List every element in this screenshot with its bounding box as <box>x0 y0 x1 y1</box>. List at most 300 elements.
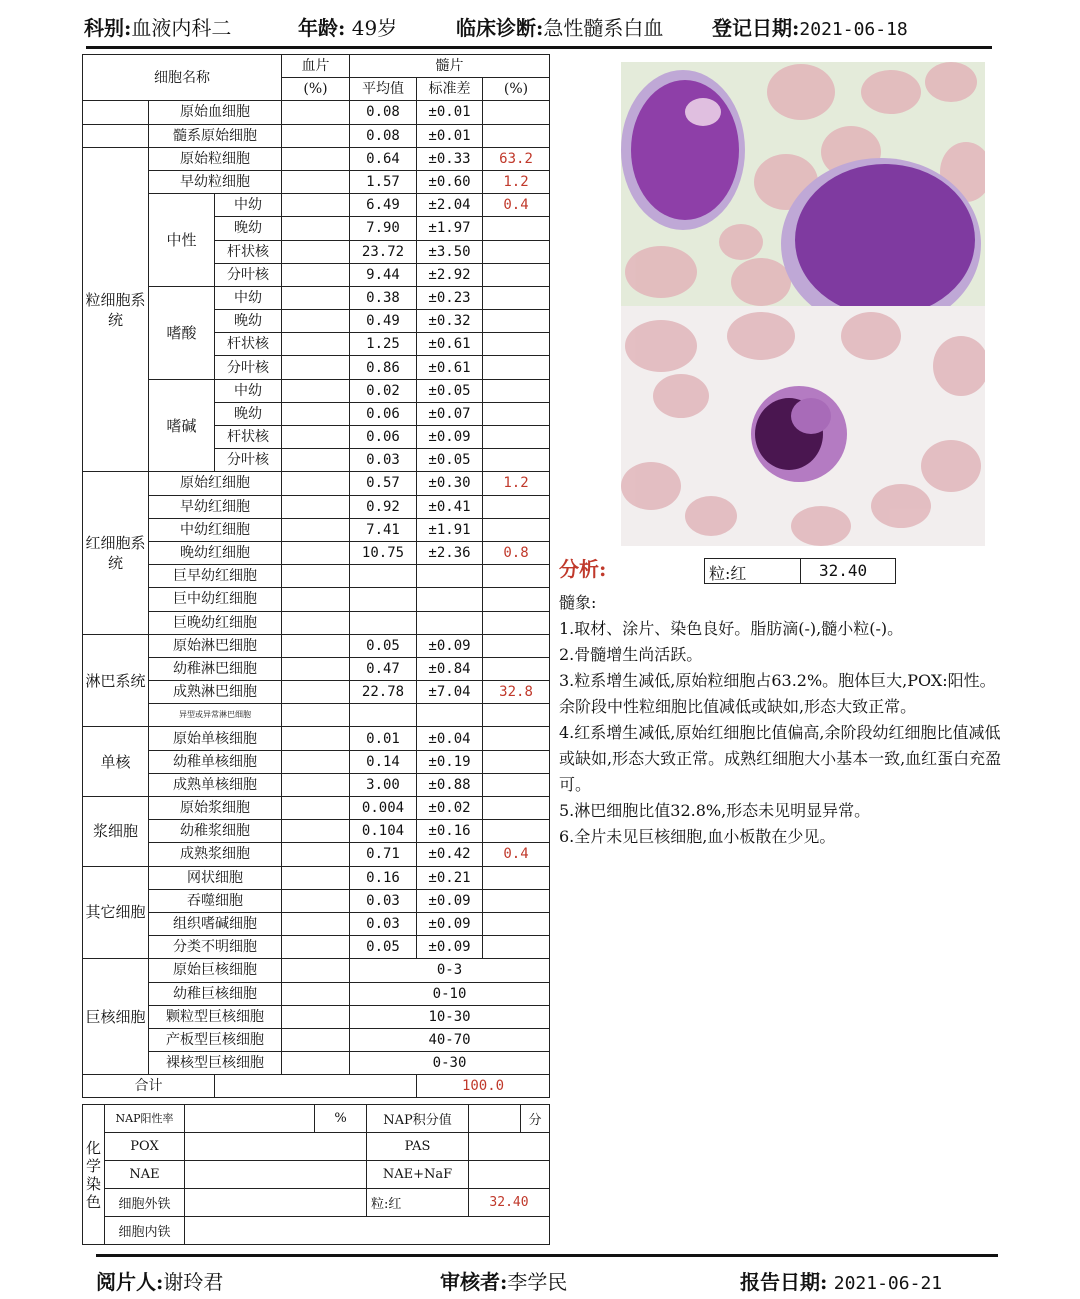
blood-value <box>282 217 350 240</box>
marrow-pct: 0.8 <box>483 541 550 564</box>
table-row <box>83 866 550 889</box>
table-row <box>83 495 550 518</box>
footer-divider <box>96 1254 998 1257</box>
cell-count-table <box>82 54 550 1098</box>
sd-value: ±0.23 <box>417 286 483 309</box>
nae-value <box>185 1161 367 1189</box>
sd-value: ±0.21 <box>417 866 483 889</box>
table-row <box>83 286 550 309</box>
sd-value: ±0.07 <box>417 402 483 425</box>
mean-value: 10.75 <box>350 541 417 564</box>
table-row <box>83 797 550 820</box>
sd-value: ±2.04 <box>417 194 483 217</box>
blood-value <box>282 286 350 309</box>
blood-value <box>282 170 350 193</box>
analysis-section: 髓象: <box>559 593 597 612</box>
micrograph-bottom-svg <box>621 306 985 546</box>
blood-value <box>282 866 350 889</box>
sd-value: ±2.92 <box>417 263 483 286</box>
mean-value: 0.47 <box>350 657 417 680</box>
reference-range: 0-3 <box>350 959 550 982</box>
sd-value: ±0.30 <box>417 472 483 495</box>
marrow-pct <box>483 889 550 912</box>
blood-value <box>282 333 350 356</box>
table-row <box>83 657 550 680</box>
cell-name: 巨晚幼红细胞 <box>149 611 282 634</box>
analysis-item: 2.骨髓增生尚活跃。 <box>559 645 703 664</box>
cell-name: 幼稚巨核细胞 <box>149 982 282 1005</box>
table-row <box>83 518 550 541</box>
group-label: 中性 <box>149 194 215 287</box>
reference-range: 0-30 <box>350 1052 550 1075</box>
pox-label: POX <box>105 1133 185 1161</box>
sd-value: ±7.04 <box>417 681 483 704</box>
total-value: 100.0 <box>417 1075 550 1098</box>
cell-name: 异型或异常淋巴细胞 <box>149 704 282 727</box>
score-unit: 分 <box>521 1105 550 1133</box>
marrow-pct <box>483 611 550 634</box>
cell-name: 晚幼红细胞 <box>149 541 282 564</box>
pct-sign: % <box>315 1105 367 1133</box>
sd-value: ±3.50 <box>417 240 483 263</box>
blood-value <box>282 773 350 796</box>
analysis-item: 5.淋巴细胞比值32.8%,形态未见明显异常。 <box>559 801 871 820</box>
mean-value: 0.38 <box>350 286 417 309</box>
mean-value: 0.06 <box>350 402 417 425</box>
table-row <box>83 843 550 866</box>
blood-value <box>282 310 350 333</box>
cell-name: 晚幼 <box>215 217 282 240</box>
cell-name: 分叶核 <box>215 263 282 286</box>
sd-value: ±0.05 <box>417 449 483 472</box>
table-row <box>83 611 550 634</box>
table-row <box>83 936 550 959</box>
cell-name: 裸核型巨核细胞 <box>149 1052 282 1075</box>
marrow-pct: 32.8 <box>483 681 550 704</box>
marrow-pct: 1.2 <box>483 170 550 193</box>
dept-value: 血液内科二 <box>131 16 232 40</box>
cell-name: 原始血细胞 <box>149 101 282 124</box>
table-row <box>83 170 550 193</box>
sd-value: ±1.97 <box>417 217 483 240</box>
age-field <box>298 12 397 41</box>
marrow-pct <box>483 101 550 124</box>
cell-name: 原始浆细胞 <box>149 797 282 820</box>
table-row <box>83 1052 550 1075</box>
header-cell-name: 细胞名称 <box>83 55 282 101</box>
blood-value <box>282 1005 350 1028</box>
blood-value <box>282 495 350 518</box>
cell-name: 幼稚淋巴细胞 <box>149 657 282 680</box>
cell-name: 早幼红细胞 <box>149 495 282 518</box>
sd-value: ±0.05 <box>417 379 483 402</box>
marrow-pct <box>483 426 550 449</box>
table-row <box>83 889 550 912</box>
sd-value: ±0.09 <box>417 426 483 449</box>
reviewer-label: 审核者: <box>440 1270 508 1294</box>
mean-value: 23.72 <box>350 240 417 263</box>
mean-value: 9.44 <box>350 263 417 286</box>
ratio-label: 粒:红 <box>709 564 747 583</box>
cell-name: 中幼红细胞 <box>149 518 282 541</box>
blood-value <box>282 194 350 217</box>
mean-value: 0.16 <box>350 866 417 889</box>
table-row <box>83 147 550 170</box>
mean-value: 22.78 <box>350 681 417 704</box>
nae-naf-value <box>469 1161 550 1189</box>
marrow-pct <box>483 240 550 263</box>
sd-value: ±0.02 <box>417 797 483 820</box>
marrow-pct <box>483 773 550 796</box>
marrow-pct <box>483 866 550 889</box>
marrow-pct <box>483 912 550 935</box>
mean-value: 0.03 <box>350 889 417 912</box>
marrow-pct <box>483 449 550 472</box>
int-iron-value <box>185 1217 550 1245</box>
mean-value: 0.05 <box>350 936 417 959</box>
reference-range: 10-30 <box>350 1005 550 1028</box>
marrow-pct: 0.4 <box>483 843 550 866</box>
cell-name: 原始红细胞 <box>149 472 282 495</box>
age-value: 49岁 <box>351 16 398 40</box>
blood-value <box>282 936 350 959</box>
reference-range: 40-70 <box>350 1028 550 1051</box>
analysis-title: 分析: <box>559 557 607 581</box>
blood-value <box>282 704 350 727</box>
mean-value: 0.03 <box>350 449 417 472</box>
table-row <box>83 379 550 402</box>
header-blood: 血片 <box>282 55 350 78</box>
blood-value <box>282 750 350 773</box>
cell-name: 分叶核 <box>215 449 282 472</box>
sd-value: ±0.01 <box>417 124 483 147</box>
blood-value <box>282 797 350 820</box>
blood-value <box>282 356 350 379</box>
ext-iron-value <box>185 1189 367 1217</box>
table-row <box>83 1005 550 1028</box>
cell-name: 组织嗜碱细胞 <box>149 912 282 935</box>
cell-name: 吞噬细胞 <box>149 889 282 912</box>
group-label: 粒细胞系统 <box>83 147 149 472</box>
table-row <box>83 912 550 935</box>
sd-value: ±1.91 <box>417 518 483 541</box>
blood-value <box>282 402 350 425</box>
table-row <box>83 959 550 982</box>
nae-naf-label: NAE+NaF <box>367 1161 469 1189</box>
header-mean: 平均值 <box>350 78 417 101</box>
nap-score-label: NAP积分值 <box>367 1105 469 1133</box>
analysis-text <box>559 590 1004 850</box>
table-row <box>83 565 550 588</box>
table-row <box>83 820 550 843</box>
table-row <box>83 472 550 495</box>
sd-value: ±0.42 <box>417 843 483 866</box>
mean-value: 0.92 <box>350 495 417 518</box>
blood-value <box>282 820 350 843</box>
cell-name: 中幼 <box>215 379 282 402</box>
table-row <box>83 681 550 704</box>
group-label: 红细胞系统 <box>83 472 149 634</box>
cell-name: 晚幼 <box>215 402 282 425</box>
marrow-pct <box>483 657 550 680</box>
blood-value <box>282 518 350 541</box>
marrow-pct <box>483 936 550 959</box>
table-row <box>83 101 550 124</box>
mean-value: 0.64 <box>350 147 417 170</box>
cell-name: 杆状核 <box>215 333 282 356</box>
blood-value <box>282 449 350 472</box>
reg-date-field <box>712 12 908 41</box>
mean-value: 0.05 <box>350 634 417 657</box>
group-label: 单核 <box>83 727 149 797</box>
cell-name: 巨中幼红细胞 <box>149 588 282 611</box>
sd-value: ±0.88 <box>417 773 483 796</box>
blood-value <box>282 124 350 147</box>
diagnosis-label: 临床诊断: <box>456 16 544 40</box>
blood-value <box>282 727 350 750</box>
blood-value <box>282 657 350 680</box>
micrograph-bottom <box>621 306 985 546</box>
sd-value: ±0.41 <box>417 495 483 518</box>
cell-name: 早幼粒细胞 <box>149 170 282 193</box>
blank-cell <box>83 101 149 124</box>
sd-value <box>417 611 483 634</box>
table-row <box>83 124 550 147</box>
marrow-pct <box>483 217 550 240</box>
total-label: 合计 <box>83 1075 215 1098</box>
int-iron-label: 细胞内铁 <box>105 1217 185 1245</box>
blood-value <box>282 588 350 611</box>
report-header <box>84 8 1004 42</box>
blood-value <box>282 472 350 495</box>
analysis-item: 6.全片未见巨核细胞,血小板散在少见。 <box>559 827 836 846</box>
sd-value <box>417 704 483 727</box>
mean-value: 7.90 <box>350 217 417 240</box>
blood-value <box>282 1052 350 1075</box>
marrow-pct <box>483 379 550 402</box>
reg-date-label: 登记日期: <box>712 16 800 40</box>
micrograph-top <box>621 62 985 306</box>
dept-label: 科别: <box>84 16 132 40</box>
cell-name: 杆状核 <box>215 426 282 449</box>
analysis-item: 1.取材、涂片、染色良好。脂肪滴(-),髓小粒(-)。 <box>559 619 904 638</box>
marrow-pct <box>483 588 550 611</box>
marrow-pct <box>483 518 550 541</box>
nap-score-value <box>469 1105 521 1133</box>
marrow-pct <box>483 124 550 147</box>
pas-value <box>469 1133 550 1161</box>
marrow-pct <box>483 286 550 309</box>
cell-name: 中幼 <box>215 194 282 217</box>
mean-value: 0.71 <box>350 843 417 866</box>
blood-value <box>282 147 350 170</box>
report-date-field <box>740 1266 942 1295</box>
sd-value: ±0.33 <box>417 147 483 170</box>
blood-value <box>282 611 350 634</box>
marrow-pct <box>483 820 550 843</box>
mean-value: 0.03 <box>350 912 417 935</box>
blood-value <box>282 240 350 263</box>
sd-value: ±0.19 <box>417 750 483 773</box>
table-row <box>83 982 550 1005</box>
blood-value <box>282 101 350 124</box>
marrow-pct <box>483 495 550 518</box>
table-row <box>83 634 550 657</box>
marrow-pct <box>483 565 550 588</box>
marrow-pct <box>483 704 550 727</box>
group-label: 巨核细胞 <box>83 959 149 1075</box>
cell-name: 杆状核 <box>215 240 282 263</box>
cell-name: 原始巨核细胞 <box>149 959 282 982</box>
mean-value: 6.49 <box>350 194 417 217</box>
chem-group-label: 化学染色 <box>83 1105 105 1245</box>
mean-value: 0.01 <box>350 727 417 750</box>
analysis-item: 3.粒系增生减低,原始粒细胞占63.2%。胞体巨大,POX:阳性。余阶段中性粒细胞比值减低或缺如,形态大致正常。 <box>559 671 996 716</box>
diagnosis-field <box>456 12 663 41</box>
mean-value: 0.004 <box>350 797 417 820</box>
sd-value: ±0.01 <box>417 101 483 124</box>
sd-value: ±0.61 <box>417 356 483 379</box>
mean-value: 0.57 <box>350 472 417 495</box>
table-row <box>83 750 550 773</box>
mean-value: 0.49 <box>350 310 417 333</box>
mean-value: 0.06 <box>350 426 417 449</box>
sd-value: ±0.61 <box>417 333 483 356</box>
mean-value: 0.08 <box>350 124 417 147</box>
marrow-pct <box>483 310 550 333</box>
cell-name: 产板型巨核细胞 <box>149 1028 282 1051</box>
table-row <box>83 194 550 217</box>
ratio-value: 32.40 <box>819 561 868 580</box>
header-marrow: 髓片 <box>350 55 550 78</box>
report-date-label: 报告日期: <box>740 1270 828 1294</box>
header-divider <box>86 46 992 49</box>
cell-name: 成熟浆细胞 <box>149 843 282 866</box>
table-row <box>83 727 550 750</box>
mean-value <box>350 588 417 611</box>
reader-label: 阅片人: <box>96 1270 164 1294</box>
total-blank <box>215 1075 417 1098</box>
cell-name: 原始单核细胞 <box>149 727 282 750</box>
sd-value: ±0.09 <box>417 634 483 657</box>
mean-value: 1.25 <box>350 333 417 356</box>
mean-value: 1.57 <box>350 170 417 193</box>
blood-value <box>282 263 350 286</box>
mean-value: 0.104 <box>350 820 417 843</box>
mean-value <box>350 704 417 727</box>
report-date-value: 2021-06-21 <box>833 1273 943 1294</box>
cell-name: 颗粒型巨核细胞 <box>149 1005 282 1028</box>
marrow-pct <box>483 402 550 425</box>
group-label: 嗜酸 <box>149 286 215 379</box>
sd-value: ±0.84 <box>417 657 483 680</box>
blood-value <box>282 426 350 449</box>
blood-value <box>282 681 350 704</box>
blood-value <box>282 843 350 866</box>
blank-cell <box>83 124 149 147</box>
marrow-pct <box>483 356 550 379</box>
group-label: 嗜碱 <box>149 379 215 472</box>
mean-value: 0.08 <box>350 101 417 124</box>
sd-value: ±0.16 <box>417 820 483 843</box>
sd-value: ±0.09 <box>417 936 483 959</box>
reference-range: 0-10 <box>350 982 550 1005</box>
cell-name: 网状细胞 <box>149 866 282 889</box>
chem-ratio-label: 粒:红 <box>367 1189 469 1217</box>
pox-value <box>185 1133 367 1161</box>
blood-value <box>282 982 350 1005</box>
marrow-pct <box>483 333 550 356</box>
diagnosis-value: 急性髓系白血 <box>543 16 664 40</box>
mean-value: 0.02 <box>350 379 417 402</box>
group-label: 浆细胞 <box>83 797 149 867</box>
sd-value: ±0.09 <box>417 912 483 935</box>
cell-name: 成熟单核细胞 <box>149 773 282 796</box>
cell-name: 中幼 <box>215 286 282 309</box>
cell-name: 幼稚单核细胞 <box>149 750 282 773</box>
nap-rate-label: NAP阳性率 <box>105 1105 185 1133</box>
sd-value <box>417 565 483 588</box>
marrow-pct <box>483 727 550 750</box>
blood-value <box>282 379 350 402</box>
cell-name: 分叶核 <box>215 356 282 379</box>
blood-value <box>282 634 350 657</box>
cell-name: 巨早幼红细胞 <box>149 565 282 588</box>
table-row <box>83 588 550 611</box>
reviewer-field <box>440 1266 567 1295</box>
blood-value <box>282 541 350 564</box>
sd-value: ±0.32 <box>417 310 483 333</box>
sd-value: ±0.09 <box>417 889 483 912</box>
sd-value: ±2.36 <box>417 541 483 564</box>
blood-value <box>282 912 350 935</box>
sd-value: ±0.04 <box>417 727 483 750</box>
marrow-pct <box>483 263 550 286</box>
table-row <box>83 773 550 796</box>
mean-value: 0.86 <box>350 356 417 379</box>
ratio-box <box>704 558 896 584</box>
cell-name: 晚幼 <box>215 310 282 333</box>
marrow-pct <box>483 797 550 820</box>
dept-field <box>84 12 231 41</box>
mean-value <box>350 565 417 588</box>
header-pct: (%) <box>483 78 550 101</box>
sd-value <box>417 588 483 611</box>
cell-rows <box>83 101 550 1075</box>
mean-value: 7.41 <box>350 518 417 541</box>
cell-name: 髓系原始细胞 <box>149 124 282 147</box>
header-blood-unit: (%) <box>282 78 350 101</box>
cell-name: 成熟淋巴细胞 <box>149 681 282 704</box>
group-label: 淋巴系统 <box>83 634 149 727</box>
ratio-divider <box>800 559 801 583</box>
cell-name: 原始粒细胞 <box>149 147 282 170</box>
blood-value <box>282 889 350 912</box>
table-row <box>83 541 550 564</box>
group-label: 其它细胞 <box>83 866 149 959</box>
nap-rate-value <box>185 1105 315 1133</box>
header-sd: 标准差 <box>417 78 483 101</box>
cell-name: 分类不明细胞 <box>149 936 282 959</box>
blood-value <box>282 959 350 982</box>
sd-value: ±0.60 <box>417 170 483 193</box>
cell-name: 幼稚浆细胞 <box>149 820 282 843</box>
blood-value <box>282 1028 350 1051</box>
table-row <box>83 704 550 727</box>
marrow-pct: 0.4 <box>483 194 550 217</box>
mean-value <box>350 611 417 634</box>
micrograph-top-svg <box>621 62 985 306</box>
